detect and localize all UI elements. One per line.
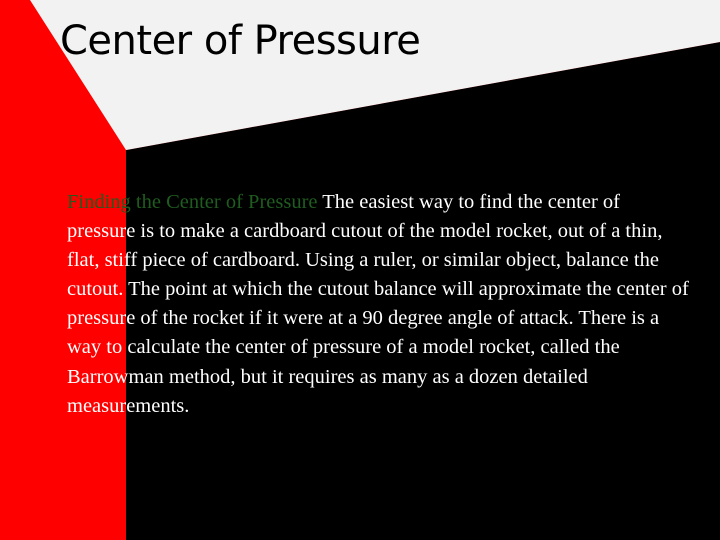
body-paragraph: The easiest way to find the center of pressure is to make a cardboard cutout of the model rocket, out of a thin, flat, stiff piece of cardboard. Using a ruler, or similar object, balance the cutout. The point at which the cutout balance will approximate the center of pressure of the rocket if it were at a 90 degree angle of attack. There is a way to calculate the center of pressure of a model rocket, called the Barrowman method, but it requires as many as a dozen detailed measurements.: [67, 191, 689, 417]
slide-title: Center of Pressure: [60, 18, 421, 64]
slide-body-text: [67, 188, 689, 421]
lead-heading: Finding the Center of Pressure: [67, 191, 318, 213]
